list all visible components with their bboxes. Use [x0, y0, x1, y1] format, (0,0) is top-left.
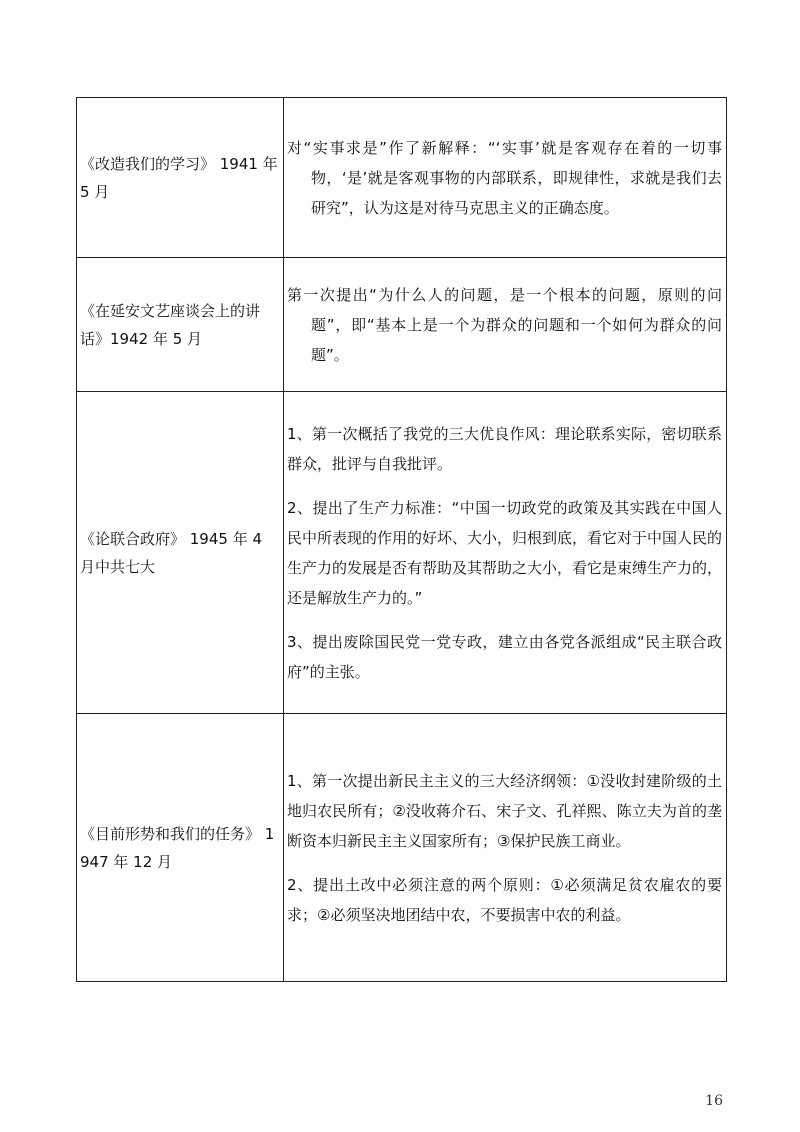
content-item: 2、提出了生产力标准：“中国一切政党的政策及其实践在中国人民中所表现的作用的好坏、大小，归根到底，看它对于中国人民的生产力的发展是否有帮助及其帮助之大小，看它是束缚生产力的，还是解放生产力的。”: [287, 498, 723, 607]
work-title-cell: [77, 392, 284, 714]
content-item: 2、提出土改中必须注意的两个原则：①必须满足贫农雇农的要求；②必须坚决地团结中农，不要损害中农的利益。: [287, 875, 722, 924]
work-title-cell: [77, 98, 284, 258]
content-item: 3、提出废除国民党一党专政，建立由各党各派组成“民主联合政府”的主张。: [287, 632, 722, 681]
content-paragraph: 第一次提出“为什么人的问题，是一个根本的问题，原则的问题”，即“基本上是一个为群众的问题和一个如何为群众的问题”。: [287, 285, 722, 364]
table-row: [77, 392, 727, 714]
work-content-cell: [284, 98, 727, 258]
document-table: [76, 97, 727, 982]
work-content-cell: [284, 392, 727, 714]
work-title: 《目前形势和我们的任务》 1947 年 12 月: [80, 824, 275, 871]
work-title: 《论联合政府》 1945 年 4 月中共七大: [80, 529, 263, 576]
work-content: [284, 280, 726, 370]
work-content-cell: [284, 714, 727, 982]
content-item: 1、第一次概括了我党的三大优良作风：理论联系实际，密切联系群众，批评与自我批评。: [287, 424, 722, 473]
work-content: [284, 766, 726, 930]
work-content: [284, 133, 726, 223]
content-item: 1、第一次提出新民主主义的三大经济纲领：①没收封建阶级的土地归农民所有；②没收蒋介石、宋子文、孔祥熙、陈立夫为首的垄断资本归新民主主义国家所有；③保护民族工商业。: [287, 771, 722, 850]
work-content-cell: [284, 258, 727, 392]
content-paragraph: 对“实事求是”作了新解释：“‘实事’就是客观存在着的一切事物，‘是’就是客观事物的内部联系，即规律性，求就是我们去研究”，认为这是对待马克思主义的正确态度。: [287, 138, 722, 217]
work-content: [284, 419, 726, 687]
work-title: 《在延安文艺座谈会上的讲话》1942 年 5 月: [80, 301, 261, 348]
work-title: 《改造我们的学习》 1941 年 5 月: [80, 154, 278, 201]
work-title-cell: [77, 258, 284, 392]
table-row: [77, 98, 727, 258]
page-number: 16: [705, 1093, 723, 1109]
work-title-cell: [77, 714, 284, 982]
table-row: [77, 714, 727, 982]
table-row: [77, 258, 727, 392]
